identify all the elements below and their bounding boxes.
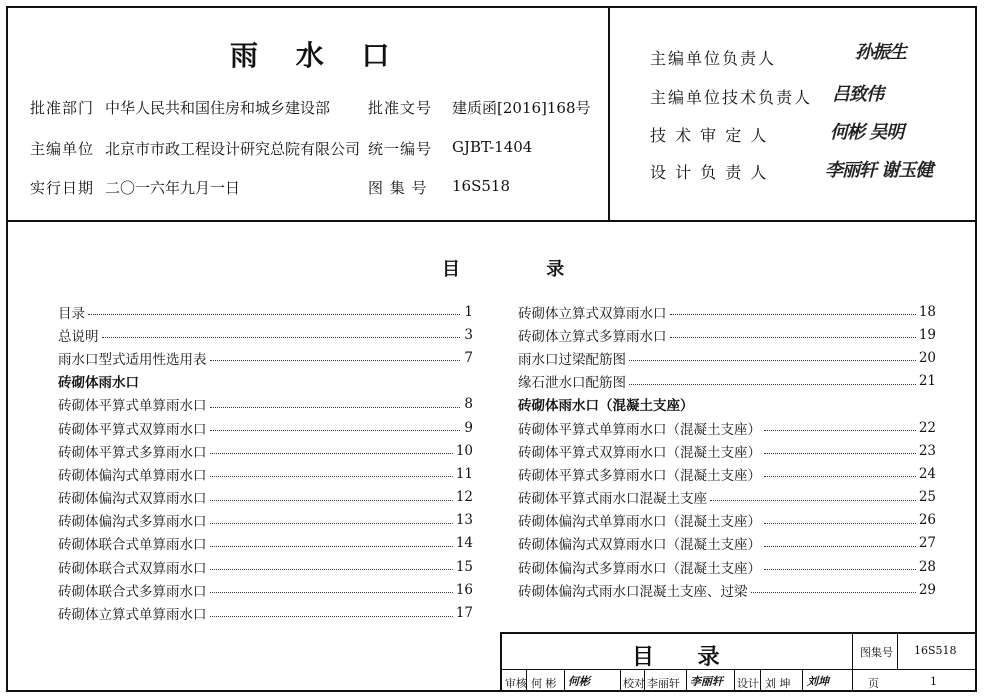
toc-entry-page: 13	[455, 512, 473, 529]
toc-right-column	[518, 300, 936, 601]
toc-entry-page: 8	[464, 396, 473, 413]
toc-entry-title: 砖砌体平算式多算雨水口（混凝土支座）	[518, 467, 761, 484]
toc-leader-dots	[102, 337, 461, 338]
atlas-title: 雨 水 口	[230, 39, 404, 72]
toc-entry-title: 砖砌体联合式多算雨水口	[58, 583, 207, 600]
title-block-rule	[686, 669, 687, 691]
toc-entry-title: 砖砌体偏沟式多算雨水口	[58, 514, 207, 531]
toc-entry-page: 19	[918, 326, 936, 343]
toc-leader-dots	[670, 314, 916, 315]
toc-entry-page: 27	[918, 535, 936, 552]
toc-entry	[58, 532, 473, 555]
page-number: 1	[930, 675, 937, 688]
toc-leader-dots	[764, 476, 916, 477]
approval-dept-label: 批准部门	[30, 99, 95, 117]
title-block-rule	[802, 669, 803, 691]
toc-entry-title: 缘石泄水口配筋图	[518, 375, 626, 392]
toc-leader-dots	[210, 453, 453, 454]
toc-entry	[518, 555, 936, 578]
toc-entry-page: 14	[455, 535, 473, 552]
toc-leader-dots	[210, 616, 453, 617]
toc-entry-title: 砖砌体平算式双算雨水口（混凝土支座）	[518, 444, 761, 461]
toc-entry-title: 砖砌体立算式单算雨水口	[58, 607, 207, 624]
toc-leader-dots	[210, 592, 453, 593]
design-label: 设计	[737, 677, 759, 690]
toc-leader-dots	[764, 430, 916, 431]
toc-entry	[518, 323, 936, 346]
toc-leader-dots	[670, 337, 916, 338]
approval-dept: 中华人民共和国住房和城乡建设部	[105, 99, 331, 117]
resp-row-design	[650, 160, 810, 183]
toc-entry-title: 砖砌体联合式单算雨水口	[58, 537, 207, 554]
toc-entry-page: 10	[455, 442, 473, 459]
toc-entry-page: 28	[918, 558, 936, 575]
toc-entry	[58, 346, 473, 369]
signature-image: 吕致伟	[832, 84, 883, 105]
toc-entry-page: 29	[918, 581, 936, 598]
title-block	[500, 632, 977, 692]
toc-entry	[58, 509, 473, 532]
toc-entry-page: 24	[918, 465, 936, 482]
toc-leader-dots	[710, 500, 916, 501]
review-label: 审核	[505, 677, 527, 690]
toc-entry-title: 砖砌体偏沟式雨水口混凝土支座、过梁	[518, 583, 748, 600]
approval-doc: 建质函[2016]168号	[452, 99, 591, 117]
designer-name: 刘 坤	[765, 677, 791, 690]
toc-leader-dots	[210, 500, 453, 501]
toc-leader-dots	[764, 546, 916, 547]
toc-entry-title: 砖砌体平算式单算雨水口	[58, 398, 207, 415]
toc-entry-page: 15	[455, 558, 473, 575]
signature-image: 何彬 吴明	[830, 122, 904, 143]
toc-entry-page: 26	[918, 512, 936, 529]
approval-doc-label: 批准文号	[368, 99, 433, 117]
toc-entry-title: 砖砌体偏沟式双算雨水口（混凝土支座）	[518, 537, 761, 554]
toc-entry-title: 砖砌体平算式双算雨水口	[58, 421, 207, 438]
resp-row-chief	[650, 46, 810, 69]
checker-name: 李丽轩	[647, 677, 680, 690]
title-block-title: 目 录	[632, 645, 738, 670]
title-block-rule	[760, 669, 761, 691]
atlas-no: 16S518	[452, 177, 510, 195]
toc-entry-page: 7	[464, 349, 473, 366]
title-block-rule	[852, 634, 853, 690]
header-vertical-divider	[608, 6, 610, 220]
resp-label: 主编单位技术负责人	[650, 88, 813, 107]
header-divider	[6, 220, 977, 222]
signature-image: 李丽轩	[690, 675, 723, 688]
unified-no-label: 统一编号	[368, 140, 433, 158]
title-block-rule	[734, 669, 735, 691]
page-label: 页	[868, 677, 879, 690]
check-label: 校对	[623, 677, 645, 690]
toc-left-column	[58, 300, 473, 625]
toc-entry	[58, 462, 473, 485]
toc-leader-dots	[764, 453, 916, 454]
title-block-rule	[564, 669, 565, 691]
toc-entry-page: 18	[918, 303, 936, 320]
toc-entry	[518, 439, 936, 462]
toc-entry-title: 砖砌体立算式双算雨水口	[518, 305, 667, 322]
toc-leader-dots	[210, 476, 453, 477]
toc-entry-page: 21	[918, 373, 936, 390]
toc-entry-title: 砖砌体偏沟式多算雨水口（混凝土支座）	[518, 560, 761, 577]
toc-entry	[58, 323, 473, 346]
toc-entry	[58, 555, 473, 578]
toc-entry-title: 目录	[58, 305, 85, 322]
toc-entry	[518, 578, 936, 601]
toc-entry-title: 雨水口型式适用性选用表	[58, 351, 207, 368]
toc-leader-dots	[751, 592, 916, 593]
toc-entry	[58, 300, 473, 323]
title-block-atlas-label: 图集号	[860, 646, 893, 659]
toc-entry-page: 3	[464, 326, 473, 343]
toc-leader-dots	[210, 523, 453, 524]
toc-entry-page: 22	[918, 419, 936, 436]
toc-leader-dots	[764, 569, 916, 570]
toc-entry	[518, 486, 936, 509]
toc-entry-title: 砖砌体雨水口（混凝土支座）	[518, 398, 694, 415]
toc-entry	[58, 486, 473, 509]
signature-image: 何彬	[568, 675, 590, 688]
toc-entry	[518, 416, 936, 439]
effective-date: 二〇一六年九月一日	[105, 179, 241, 197]
signature-image: 刘坤	[807, 675, 829, 688]
title-block-atlas-no: 16S518	[914, 644, 957, 657]
toc-entry	[518, 532, 936, 555]
toc-entry-title: 砖砌体偏沟式单算雨水口	[58, 467, 207, 484]
toc-entry-title: 砖砌体偏沟式双算雨水口	[58, 491, 207, 508]
editor-unit-label: 主编单位	[30, 140, 95, 158]
toc-entry	[518, 462, 936, 485]
toc-entry-page: 12	[455, 489, 473, 506]
toc-entry-title: 砖砌体平算式多算雨水口	[58, 444, 207, 461]
toc-entry	[518, 346, 936, 369]
toc-section-heading	[518, 393, 936, 416]
title-block-rule	[620, 669, 621, 691]
toc-entry	[518, 509, 936, 532]
toc-leader-dots	[629, 384, 916, 385]
resp-row-tech	[650, 85, 813, 108]
toc-leader-dots	[210, 407, 461, 408]
toc-entry-page: 23	[918, 442, 936, 459]
toc-leader-dots	[210, 569, 453, 570]
toc-leader-dots	[629, 360, 916, 361]
resp-label: 设 计 负 责 人	[650, 163, 769, 182]
toc-entry-page: 9	[464, 419, 473, 436]
toc-entry	[518, 300, 936, 323]
toc-entry-page: 20	[918, 349, 936, 366]
toc-entry-title: 砖砌体平算式单算雨水口（混凝土支座）	[518, 421, 761, 438]
toc-entry-title: 砖砌体立算式多算雨水口	[518, 328, 667, 345]
signature-image: 孙振生	[855, 42, 906, 63]
toc-heading: 目 录	[442, 259, 605, 280]
atlas-no-label: 图 集 号	[368, 179, 428, 197]
toc-entry-title: 总说明	[58, 328, 99, 345]
toc-entry	[58, 393, 473, 416]
toc-leader-dots	[764, 523, 916, 524]
toc-entry-page: 11	[455, 465, 473, 482]
signature-image: 李丽轩 谢玉健	[825, 160, 933, 181]
title-block-rule	[897, 634, 898, 669]
toc-entry-title: 雨水口过梁配筋图	[518, 351, 626, 368]
reviewer-name: 何 彬	[531, 677, 557, 690]
toc-entry-page: 1	[464, 303, 473, 320]
toc-entry-page: 17	[455, 605, 473, 622]
toc-section-heading	[58, 370, 473, 393]
toc-entry	[58, 416, 473, 439]
toc-entry-page: 25	[918, 489, 936, 506]
toc-entry	[518, 370, 936, 393]
unified-no: GJBT-1404	[452, 138, 533, 156]
toc-entry	[58, 601, 473, 624]
toc-entry-title: 砖砌体联合式双算雨水口	[58, 560, 207, 577]
effective-date-label: 实行日期	[30, 179, 95, 197]
toc-entry-title: 砖砌体平算式雨水口混凝土支座	[518, 491, 707, 508]
toc-leader-dots	[88, 314, 460, 315]
toc-entry-title: 砖砌体偏沟式单算雨水口（混凝土支座）	[518, 514, 761, 531]
toc-entry-page: 16	[455, 581, 473, 598]
toc-leader-dots	[210, 360, 461, 361]
toc-entry-title: 砖砌体雨水口	[58, 375, 139, 392]
toc-entry	[58, 439, 473, 462]
resp-row-review	[650, 123, 810, 146]
editor-unit: 北京市市政工程设计研究总院有限公司	[105, 140, 361, 158]
title-block-rule	[502, 669, 975, 670]
resp-label: 技 术 审 定 人	[650, 126, 769, 145]
resp-label: 主编单位负责人	[650, 49, 777, 68]
toc-leader-dots	[210, 546, 453, 547]
toc-entry	[58, 578, 473, 601]
toc-leader-dots	[210, 430, 461, 431]
